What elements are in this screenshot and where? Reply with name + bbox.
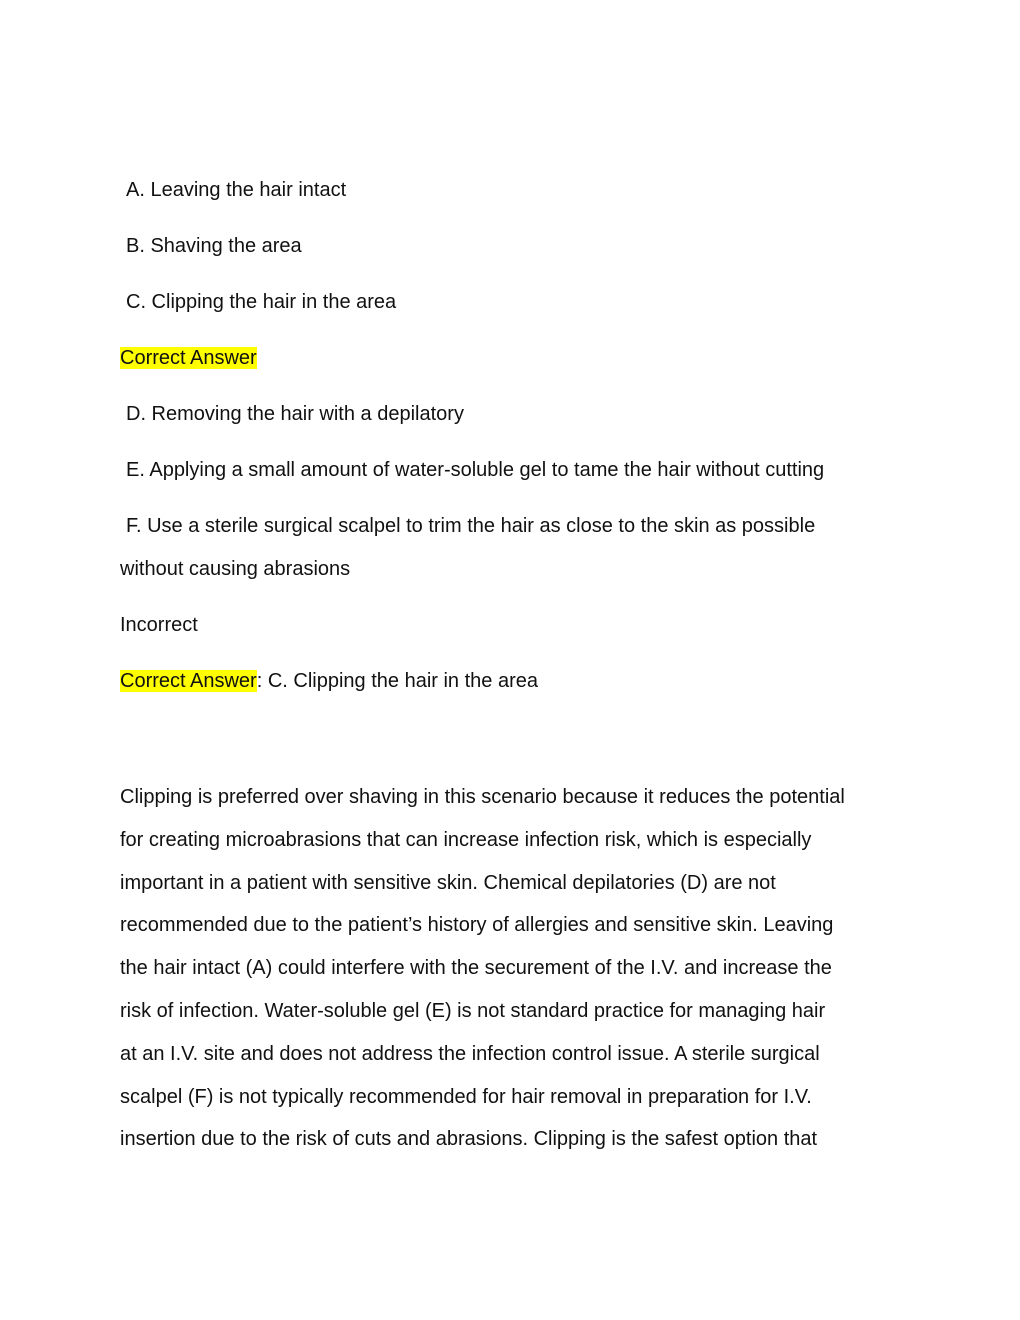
option-f-line-2: without causing abrasions bbox=[120, 558, 351, 580]
explanation-line: recommended due to the patient’s history of allergies and sensitive skin. Leaving bbox=[120, 914, 834, 937]
answer-summary-text: : C. Clipping the hair in the area bbox=[256, 670, 538, 692]
answer-summary bbox=[120, 667, 538, 695]
option-c: C. Clipping the hair in the area bbox=[126, 291, 397, 313]
explanation-line: insertion due to the risk of cuts and abrasions. Clipping is the safest option that bbox=[120, 1128, 818, 1151]
explanation-line: at an I.V. site and does not address the infection control issue. A sterile surgical bbox=[120, 1042, 820, 1065]
result-text: Incorrect bbox=[120, 614, 198, 636]
explanation-line: risk of infection. Water-soluble gel (E) is not standard practice for managing hair bbox=[120, 999, 826, 1022]
explanation-line: for creating microabrasions that can increase infection risk, which is especially bbox=[120, 828, 812, 851]
explanation-line: important in a patient with sensitive skin. Chemical depilatories (D) are not bbox=[120, 871, 776, 894]
explanation-line: Clipping is preferred over shaving in this scenario because it reduces the potential bbox=[120, 786, 845, 808]
correct-answer-marker bbox=[120, 344, 257, 372]
option-a: A. Leaving the hair intact bbox=[126, 179, 347, 201]
option-b: B. Shaving the area bbox=[126, 235, 302, 257]
answer-summary-highlight: Correct Answer bbox=[120, 670, 257, 692]
explanation-line: the hair intact (A) could interfere with the securement of the I.V. and increase the bbox=[120, 957, 832, 980]
option-e: E. Applying a small amount of water-soluble gel to tame the hair without cutting bbox=[126, 459, 825, 481]
correct-answer-highlight: Correct Answer bbox=[120, 347, 257, 369]
explanation-line: scalpel (F) is not typically recommended for hair removal in preparation for I.V. bbox=[120, 1085, 812, 1108]
explanation-paragraph bbox=[120, 776, 910, 1161]
option-f-line-1: F. Use a sterile surgical scalpel to trim the hair as close to the skin as possible bbox=[126, 515, 816, 537]
option-d: D. Removing the hair with a depilatory bbox=[126, 403, 464, 425]
